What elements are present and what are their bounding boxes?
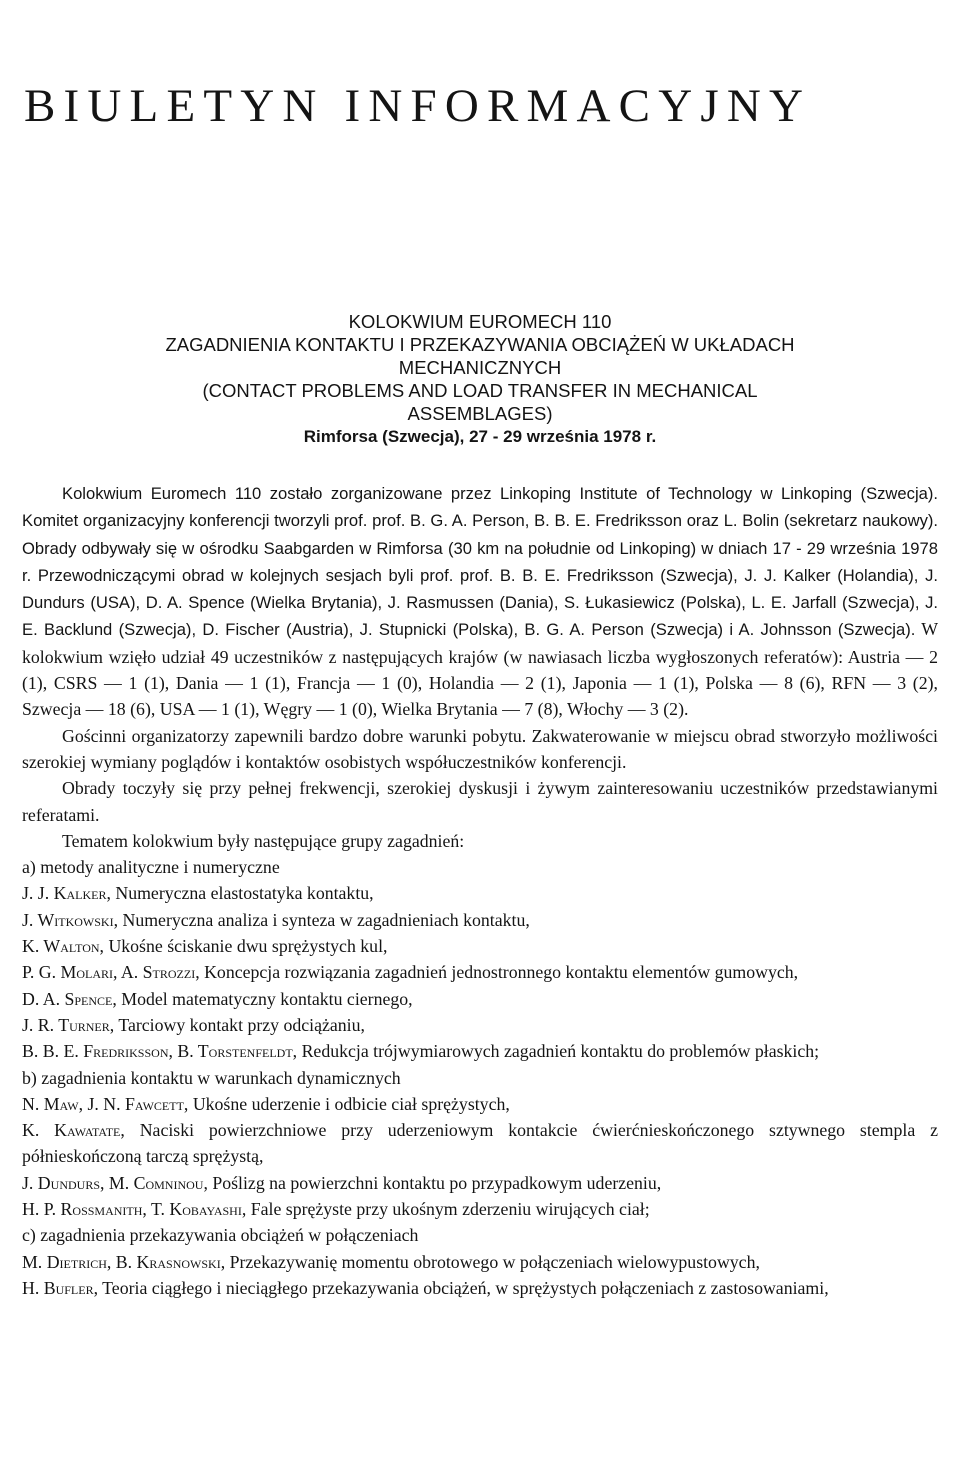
heading-line-1: KOLOKWIUM EUROMECH 110 [348, 311, 612, 332]
paper-authors: J. J. Kalker [22, 883, 107, 904]
paragraph-topics-intro: Tematem kolokwium były następujące grupy zagadnień: [62, 830, 465, 851]
paper-entry [22, 1249, 938, 1275]
paper-entry [22, 986, 938, 1012]
paper-title: , Koncepcja rozwiązania zagadnień jednostronnego kontaktu elementów gumowych, [195, 962, 799, 983]
paper-authors: J. Dundurs, M. Comninou [22, 1172, 204, 1193]
paper-entry [22, 1170, 938, 1196]
paper-title: , Redukcja trójwymiarowych zagadnień kontaktu do problemów płaskich; [292, 1041, 820, 1062]
heading-line-2: ZAGADNIENIA KONTAKTU I PRZEKAZYWANIA OBCIĄŻEŃ W UKŁADACH [165, 334, 795, 355]
article-body [22, 480, 938, 1301]
paper-entry [22, 1012, 938, 1038]
paper-entry [22, 1091, 938, 1117]
paper-authors: K. Kawatate [22, 1120, 121, 1141]
paper-entry [22, 1117, 938, 1170]
paper-entry [22, 959, 938, 985]
paper-authors: P. G. Molari, A. Strozzi [22, 962, 196, 983]
paper-authors: H. P. Rossmanith, T. Kobayashi [22, 1199, 242, 1220]
journal-title: BIULETYN INFORMACYJNY [24, 80, 812, 132]
group-title-c: c) zagadnienia przekazywania obciążeń w połączeniach [22, 1225, 419, 1246]
paper-authors: J. R. Turner [22, 1014, 110, 1035]
paper-authors: J. Witkowski [22, 909, 114, 930]
paper-entry [22, 1038, 938, 1064]
paper-title: , Poślizg na powierzchni kontaktu po przypadkowym uderzeniu, [203, 1172, 662, 1193]
paper-entry [22, 933, 938, 959]
paper-title: , Ukośne ściskanie dwu sprężystych kul, [99, 936, 388, 957]
paper-entry [22, 907, 938, 933]
paragraph-organization-text: Kolokwium Euromech 110 zostało zorganizowane przez Linkoping Institute of Technology w Linkoping (Szwecja). Komitet organizacyjny konferencji tworzyli prof. prof. B. G. A. Person, B. B. E. Fredriksson oraz L. Bolin (sekretarz naukowy). Obrady odbywały się w ośrodku Saabgarden w Rimforsa (30 km na południe od Linkoping) w dniach 17 - 29 września 1978 r. Przewodniczącymi obrad w kolejnych sesjach byli prof. prof. B. B. E. Fredriksson (Szwecja), J. J. Kalker (Holandia), J. Dundurs (USA), D. A. Spence (Wielka Brytania), J. Rasmussen (Dania), S. Łukasiewicz (Polska), L. E. Jarfall (Szwecja), J. E. Backlund (Szwecja), D. Fischer (Austria), J. Stupnicki (Polska), B. G. A. Person (Szwecja) i A. Johnsson (Szwecja). [22, 484, 938, 640]
paper-title: , Numeryczna analiza i synteza w zagadnieniach kontaktu, [113, 909, 530, 930]
heading-line-5: ASSEMBLAGES) [407, 403, 553, 424]
paper-authors: K. Walton [22, 936, 100, 957]
heading-place-date: Rimforsa (Szwecja), 27 - 29 września 1978 r. [303, 427, 657, 446]
paper-authors: H. Bufler [22, 1277, 94, 1298]
paper-entry [22, 1275, 938, 1301]
paragraph-participants-text: W kolokwium wzięło udział 49 uczestników z następujących krajów (w nawiasach liczba wygłoszonych referatów): Austria — 2 (1), CSRS — 1 (1), Dania — 1 (1), Francja — 1 (0), Holandia — 2 (1), Japonia — 1 (1), Polska — 8 (6), RFN — 3 (2), Szwecja — 18 (6), USA — 1 (1), Węgry — 1 (0), Wielka Brytania — 7 (8), Włochy — 3 (2). [22, 619, 939, 720]
heading-line-3: MECHANICZNYCH [398, 357, 562, 378]
paragraph-organization [22, 480, 938, 723]
paper-title: , Ukośne uderzenie i odbicie ciał sprężystych, [183, 1093, 510, 1114]
paper-authors: M. Dietrich, B. Krasnowski [22, 1251, 221, 1272]
paper-title: , Numeryczna elastostatyka kontaktu, [106, 883, 374, 904]
paragraph-hospitality: Gościnni organizatorzy zapewnili bardzo dobre warunki pobytu. Zakwaterowanie w miejscu obrad stworzyło możliwości szerokiej wymiany poglądów i kontaktów osobistych współuczestników konferencji. [22, 725, 938, 772]
paper-entry [22, 880, 938, 906]
paper-title: , Naciski powierzchniowe przy uderzeniowym kontakcie ćwierćnieskończonego sztywnego stempla z półnieskończoną tarczą sprężystą, [22, 1120, 938, 1167]
paper-authors: B. B. E. Fredriksson, B. Torstenfeldt [22, 1041, 293, 1062]
paper-title: , Tarciowy kontakt przy odciążaniu, [109, 1014, 365, 1035]
paper-title: , Przekazywanię momentu obrotowego w połączeniach wielowypustowych, [220, 1251, 760, 1272]
paper-title: , Fale sprężyste przy ukośnym zderzeniu wirujących ciał; [241, 1199, 650, 1220]
paper-authors: D. A. Spence [22, 988, 113, 1009]
group-title-b: b) zagadnienia kontaktu w warunkach dynamicznych [22, 1067, 401, 1088]
paper-authors: N. Maw, J. N. Fawcett [22, 1093, 184, 1114]
paper-title: , Model matematyczny kontaktu ciernego, [112, 988, 413, 1009]
paper-title: , Teoria ciągłego i nieciągłego przekazywania obciążeń, w sprężystych połączeniach z zastosowaniami, [93, 1277, 829, 1298]
paper-entry [22, 1196, 938, 1222]
article-heading [60, 310, 900, 448]
heading-line-4: (CONTACT PROBLEMS AND LOAD TRANSFER IN MECHANICAL [202, 380, 758, 401]
group-title-a: a) metody analityczne i numeryczne [22, 857, 280, 878]
paragraph-sessions: Obrady toczyły się przy pełnej frekwencji, szerokiej dyskusji i żywym zainteresowaniu uczestników przedstawianymi referatami. [22, 778, 938, 825]
